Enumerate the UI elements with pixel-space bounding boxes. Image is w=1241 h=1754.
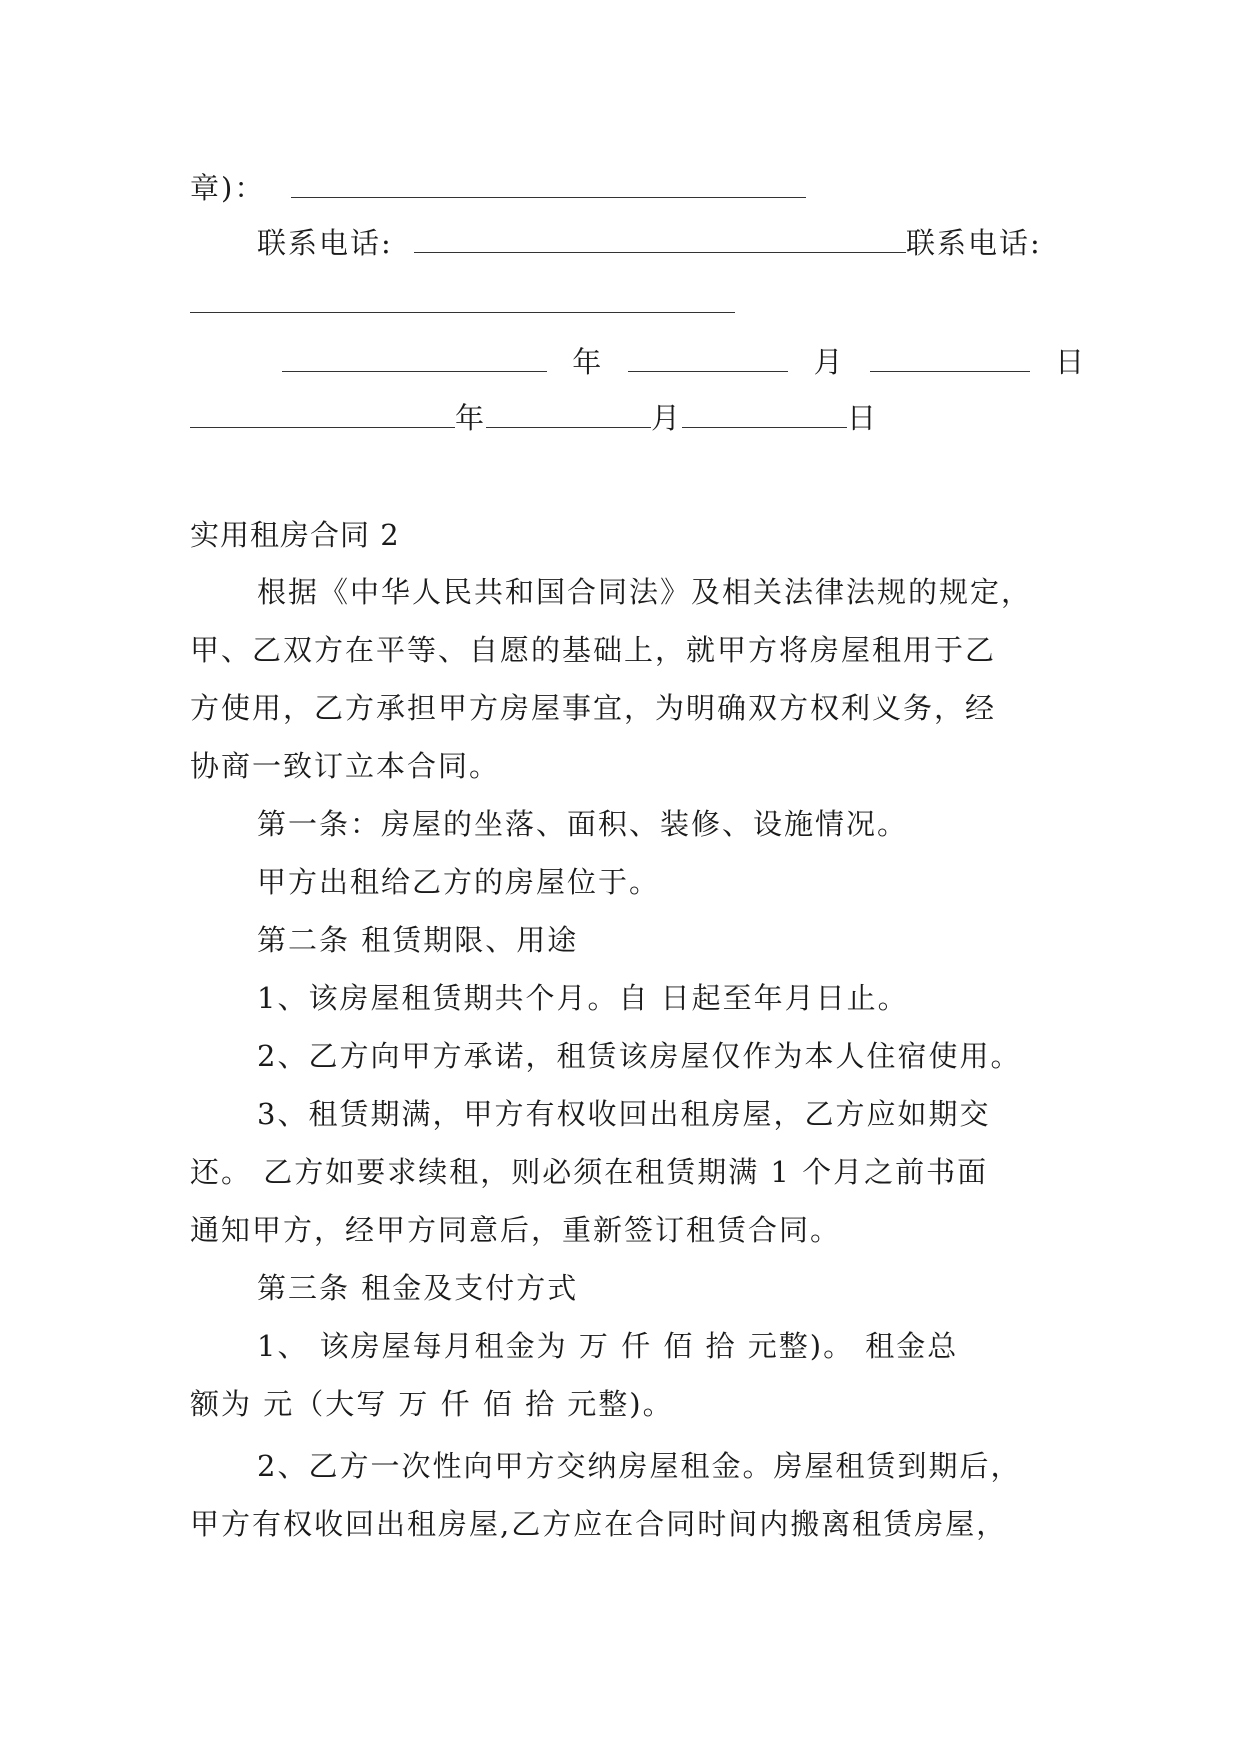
article-2-item-3-line-2: 还。 乙方如要求续租，则必须在租赁期满 1 个月之前书面 xyxy=(190,1155,989,1189)
year-label-b: 年 xyxy=(455,401,487,435)
phone-label-b: 联系电话: xyxy=(906,226,1042,260)
article-1-text: 甲方出租给乙方的房屋位于。 xyxy=(257,865,661,899)
article-3-item-1-line-1: 1、 该房屋每月租金为 万 仟 佰 拾 元整)。 租金总 xyxy=(257,1329,959,1363)
phone-blank-b xyxy=(190,286,735,313)
p1-line-2: 甲、乙双方在平等、自愿的基础上，就甲方将房屋租用于乙 xyxy=(190,633,997,667)
day-label-b: 日 xyxy=(847,401,879,435)
phone-line xyxy=(257,223,1042,263)
seal-blank xyxy=(291,171,806,198)
month-label-a: 月 xyxy=(813,345,845,379)
seal-suffix: 章)： xyxy=(190,171,266,205)
month-blank-b xyxy=(486,401,651,428)
year-blank-b xyxy=(190,401,455,428)
phone-blank-line xyxy=(190,283,735,323)
day-label-a: 日 xyxy=(1055,345,1087,379)
phone-blank-a xyxy=(414,226,906,253)
month-blank-a xyxy=(628,345,788,372)
p1-line-4: 协商一致订立本合同。 xyxy=(190,749,501,783)
article-2-item-1: 1、该房屋租赁期共个月。自 日起至年月日止。 xyxy=(257,981,909,1015)
date-line-b xyxy=(190,398,878,438)
year-label-a: 年 xyxy=(572,345,604,379)
article-2-heading: 第二条 租赁期限、用途 xyxy=(257,923,579,957)
contract-title: 实用租房合同 2 xyxy=(190,518,400,552)
article-2-item-3-line-3: 通知甲方，经甲方同意后，重新签订租赁合同。 xyxy=(190,1213,842,1247)
day-blank-b xyxy=(682,401,847,428)
article-2-item-2: 2、乙方向甲方承诺，租赁该房屋仅作为本人住宿使用。 xyxy=(257,1039,1022,1073)
article-1-heading: 第一条：房屋的坐落、面积、装修、设施情况。 xyxy=(257,807,909,841)
article-2-item-3-line-1: 3、租赁期满，甲方有权收回出租房屋，乙方应如期交 xyxy=(257,1097,991,1131)
p1-line-1: 根据《中华人民共和国合同法》及相关法律法规的规定， xyxy=(257,575,1033,609)
article-3-item-2-line-2: 甲方有权收回出租房屋,乙方应在合同时间内搬离租赁房屋， xyxy=(190,1507,1008,1541)
article-3-item-1-line-2: 额为 元（大写 万 仟 佰 拾 元整)。 xyxy=(190,1387,674,1421)
day-blank-a xyxy=(870,345,1030,372)
date-line-a xyxy=(282,342,1086,382)
article-3-item-2-line-1: 2、乙方一次性向甲方交纳房屋租金。房屋租赁到期后， xyxy=(257,1449,1022,1483)
article-3-heading: 第三条 租金及支付方式 xyxy=(257,1271,579,1305)
seal-line xyxy=(190,168,806,208)
phone-label-a: 联系电话: xyxy=(257,226,393,260)
p1-line-3: 方使用，乙方承担甲方房屋事宜，为明确双方权利义务，经 xyxy=(190,691,997,725)
month-label-b: 月 xyxy=(651,401,683,435)
year-blank-a xyxy=(282,345,547,372)
